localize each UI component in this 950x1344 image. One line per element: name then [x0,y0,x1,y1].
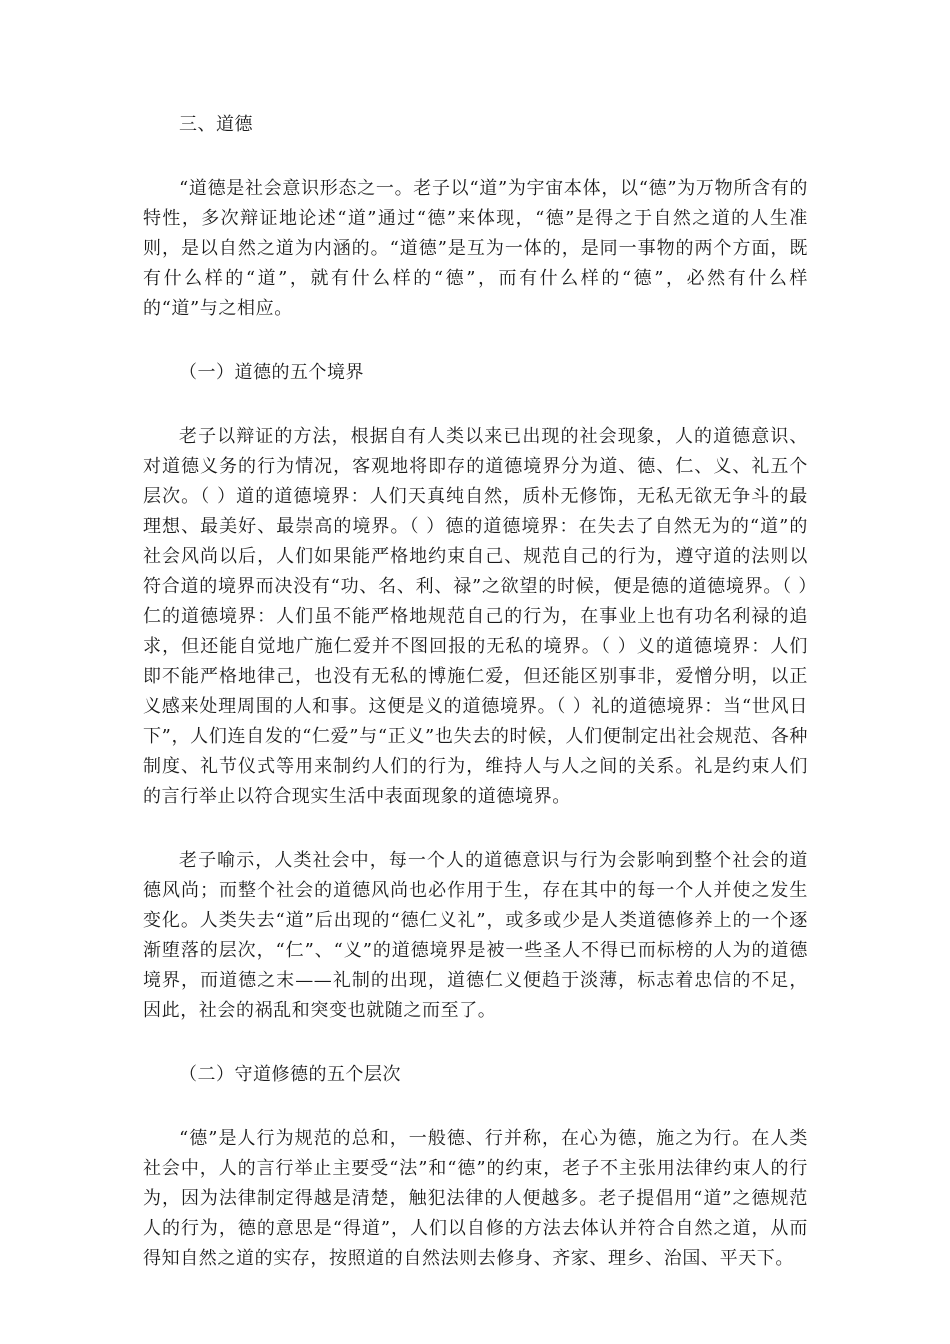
subsection-2-paragraph-1: “德”是人行为规范的总和，一般德、行并称，在心为德，施之为行。在人类社会中，人的言行举止主要受“法”和“德”的约束，老子不主张用法律约束人的行为，因为法律制定得越是清楚，触犯法律的人便越多。老子提倡用“道”之德规范人的行为，德的意思是“得道”，人们以自修的方法去体认并符合自然之道，从而得知自然之道的实存，按照道的自然法则去修身、齐家、理乡、治国、平天下。 [143,1128,808,1269]
intro-paragraph: “道德是社会意识形态之一。老子以“道”为宇宙本体，以“德”为万物所含有的特性，多次辩证地论述“道”通过“德”来体现，“德”是得之于自然之道的人生准则，是以自然之道为内涵的。“道德”是互为一体的，是同一事物的两个方面，既有什么样的“道”，就有什么样的“德”，而有什么样的“德”，必然有什么样的“道”与之相应。 [143,178,808,319]
subsection-1-paragraph-2: 老子喻示，人类社会中，每一个人的道德意识与行为会影响到整个社会的道德风尚；而整个社会的道德风尚也必作用于生，存在其中的每一个人并使之发生变化。人类失去“道”后出现的“德仁义礼”，或多或少是人类道德修养上的一个逐渐堕落的层次，“仁”、“义”的道德境界是被一些圣人不得已而标榜的人为的道德境界，而道德之末——礼制的出现，道德仁义便趋于淡薄，标志着忠信的不足，因此，社会的祸乱和突变也就随之而至了。 [143,850,808,1021]
subsection-title-1: （一）道德的五个境界 [179,362,364,383]
subsection-1-paragraph-1: 老子以辩证的方法，根据自有人类以来已出现的社会现象，人的道德意识、对道德义务的行为情况，客观地将即存的道德境界分为道、德、仁、义、礼五个层次。（ ）道的道德境界：人们天真纯自然，质朴无修饰，无私无欲无争斗的最理想、最美好、最崇高的境界。（ ）德的道德境界：在失去了自然无为的“道”的社会风尚以后，人们如果能严格地约束自己、规范自己的行为，遵守道的法则以符合道的境界而决没有“功、名、利、禄”之欲望的时候，便是德的道德境界。（ ）仁的道德境界：人们虽不能严格地规范自己的行为，在事业上也有功名利禄的追求，但还能自觉地广施仁爱并不图回报的无私的境界。（ ）义的道德境界：人们即不能严格地律己，也没有无私的博施仁爱，但还能区别事非，爱憎分明，以正义感来处理周围的人和事。这便是义的道德境界。（ ）礼的道德境界：当“世风日下”，人们连自发的“仁爱”与“正义”也失去的时候，人们便制定出社会规范、各种制度、礼节仪式等用来制约人们的行为，维持人与人之间的关系。礼是约束人们的言行举止以符合现实生活中表面现象的道德境界。 [143,426,808,807]
section-title: 三、道德 [179,114,253,135]
subsection-title-2: （二）守道修德的五个层次 [179,1064,401,1085]
document-body [143,110,808,1274]
